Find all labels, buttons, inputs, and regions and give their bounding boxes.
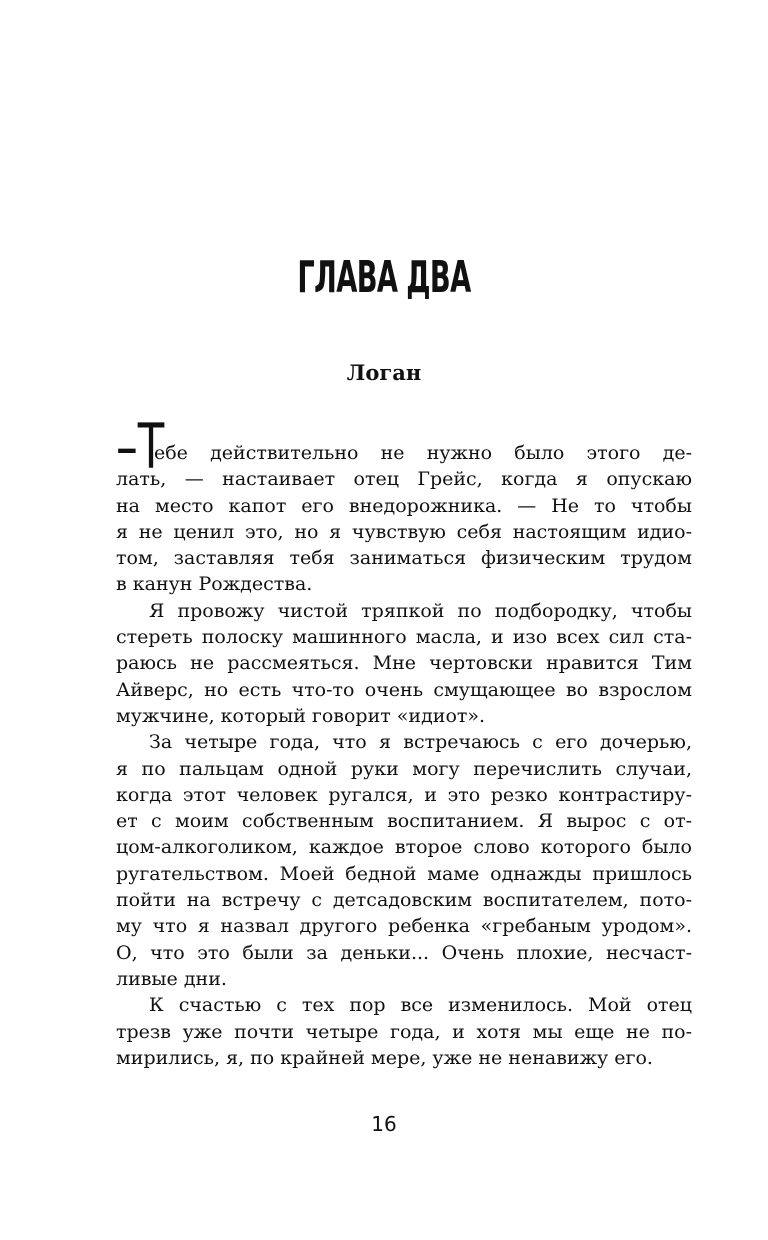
text-line: пойти на встречу с детсадовским воспитателем, пото- <box>116 889 692 912</box>
body-text <box>116 410 692 1071</box>
text-line: цом-алкоголиком, каждое второе слово которого было <box>116 836 692 859</box>
text-line: когда этот человек ругался, и это резко контрастиру- <box>116 783 692 806</box>
text-line: я не ценил это, но я чувствую себя настоящим идио- <box>116 520 692 543</box>
text-line: ругательством. Моей бедной маме однажды пришлось <box>116 862 692 885</box>
chapter-title: ГЛАВА ДВА <box>297 252 471 303</box>
text-line: ебе действительно не нужно было этого де- <box>154 442 692 464</box>
text-line: О, что это были за деньки... Очень плохие, несчаст- <box>116 941 692 964</box>
text-line: мужчине, который говорит «идиот». <box>116 704 486 727</box>
page-number: 16 <box>371 1112 397 1136</box>
text-line: К счастью с тех пор все изменилось. Мой отец <box>149 994 692 1017</box>
text-line: раюсь не рассмеяться. Мне чертовски нравится Тим <box>116 652 692 675</box>
text-line: на место капот его внедорожника. — Не то чтобы <box>116 494 692 517</box>
text-line: ливые дни. <box>116 967 227 990</box>
text-line: трезв уже почти четыре года, и хотя мы еще не по- <box>116 1020 692 1043</box>
text-line: я по пальцам одной руки могу перечислить случаи, <box>116 757 692 780</box>
chapter-pov-name: Логан <box>346 360 422 385</box>
text-line: стереть полоску машинного масла, и изо всех сил ста- <box>116 626 692 649</box>
text-line: ет с моим собственным воспитанием. Я вырос с от- <box>116 810 692 833</box>
text-line: в канун Рождества. <box>116 573 313 596</box>
drop-cap: –Т <box>116 410 165 483</box>
text-line: Айверс, но есть что-то очень смущающее во взрослом <box>116 678 692 701</box>
text-line: том, заставляя тебя заниматься физическим трудом <box>116 547 692 570</box>
text-line: лать, — настаивает отец Грейс, когда я опускаю <box>116 468 692 491</box>
text-line: За четыре года, что я встречаюсь с его дочерью, <box>149 731 692 754</box>
text-line: Я провожу чистой тряпкой по подбородку, чтобы <box>149 599 692 622</box>
text-line: му что я назвал другого ребенка «гребаным уродом». <box>116 915 692 938</box>
text-line: мирились, я, по крайней мере, уже не ненавижу его. <box>116 1046 653 1069</box>
